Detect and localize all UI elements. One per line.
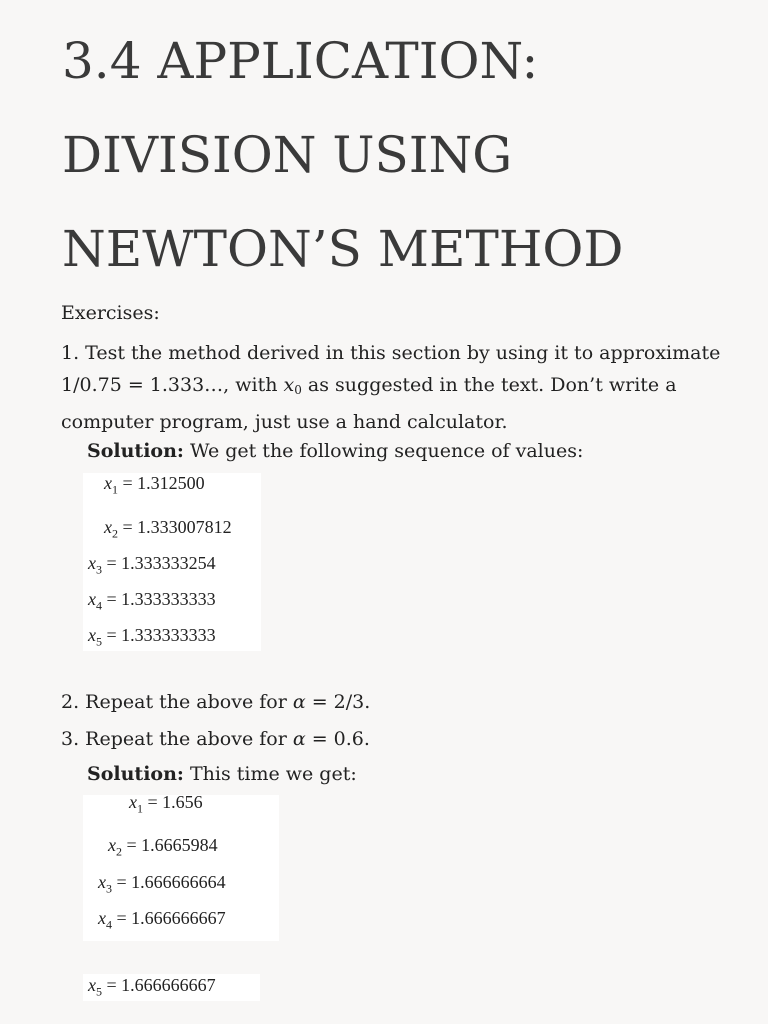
exercise-3-var: α bbox=[292, 728, 306, 750]
value-row bbox=[98, 872, 226, 897]
exercise-2-var: α bbox=[292, 691, 306, 713]
title-line-3: NEWTON’S METHOD bbox=[62, 220, 624, 278]
exercise-3-suffix: = 0.6. bbox=[305, 728, 370, 750]
value-row bbox=[88, 975, 216, 1000]
solution-1-text: We get the following sequence of values: bbox=[183, 440, 584, 462]
value-row bbox=[104, 517, 232, 542]
value-text: = 1.333007812 bbox=[122, 517, 232, 537]
exercise-1-sub: 0 bbox=[294, 383, 302, 397]
title-line-2: DIVISION USING bbox=[62, 126, 513, 184]
value-row bbox=[104, 473, 205, 498]
value-text: = 1.333333333 bbox=[106, 589, 216, 609]
value-var: $x_2$ bbox=[104, 517, 118, 541]
value-row bbox=[88, 625, 216, 650]
value-text: = 1.666666667 bbox=[116, 908, 226, 928]
value-text: = 1.333333254 bbox=[106, 553, 216, 573]
value-var: $x_4$ bbox=[98, 908, 112, 932]
solution-1-label: Solution: bbox=[87, 440, 184, 462]
exercise-3-prefix: 3. Repeat the above for bbox=[61, 728, 293, 750]
solution-2-label: Solution: bbox=[87, 763, 184, 785]
value-text: = 1.656 bbox=[147, 792, 203, 812]
value-text: = 1.666666664 bbox=[116, 872, 226, 892]
value-text: = 1.666666667 bbox=[106, 975, 216, 995]
page-title bbox=[62, 14, 624, 296]
value-var: $x_5$ bbox=[88, 625, 102, 649]
solution-2-extra-value bbox=[83, 974, 260, 1001]
value-row bbox=[88, 589, 216, 614]
value-row bbox=[108, 835, 218, 860]
solution-2-text: This time we get: bbox=[183, 763, 357, 785]
exercise-1-prefix: 1. Test the method derived in this section by using it to approximate 1/0.75 = 1.333…, with bbox=[61, 342, 721, 396]
solution-2 bbox=[87, 758, 357, 790]
value-row bbox=[88, 553, 216, 578]
exercise-3 bbox=[61, 723, 370, 755]
value-row bbox=[129, 792, 203, 817]
title-line-1: 3.4 APPLICATION: bbox=[62, 32, 539, 90]
exercise-2-prefix: 2. Repeat the above for bbox=[61, 691, 293, 713]
exercise-2-suffix: = 2/3. bbox=[305, 691, 371, 713]
value-var: $x_4$ bbox=[88, 589, 102, 613]
value-row bbox=[98, 908, 226, 933]
value-var: $x_1$ bbox=[129, 792, 143, 816]
solution-1 bbox=[87, 435, 583, 467]
value-var: $x_3$ bbox=[98, 872, 112, 896]
exercise-1-var: x bbox=[283, 374, 295, 396]
exercise-1-suffix: as suggested in the text. Don’t write a computer program, just use a hand calculator. bbox=[61, 374, 677, 433]
value-text: = 1.333333333 bbox=[106, 625, 216, 645]
value-text: = 1.312500 bbox=[122, 473, 205, 493]
solution-2-values bbox=[83, 792, 279, 941]
exercise-2 bbox=[61, 686, 370, 718]
value-var: $x_3$ bbox=[88, 553, 102, 577]
value-var: $x_2$ bbox=[108, 835, 122, 859]
value-var: $x_1$ bbox=[104, 473, 118, 497]
exercise-1 bbox=[61, 337, 731, 438]
solution-1-values bbox=[83, 473, 261, 651]
exercises-heading: Exercises: bbox=[61, 302, 160, 324]
value-text: = 1.6665984 bbox=[126, 835, 218, 855]
value-var: $x_5$ bbox=[88, 975, 102, 999]
